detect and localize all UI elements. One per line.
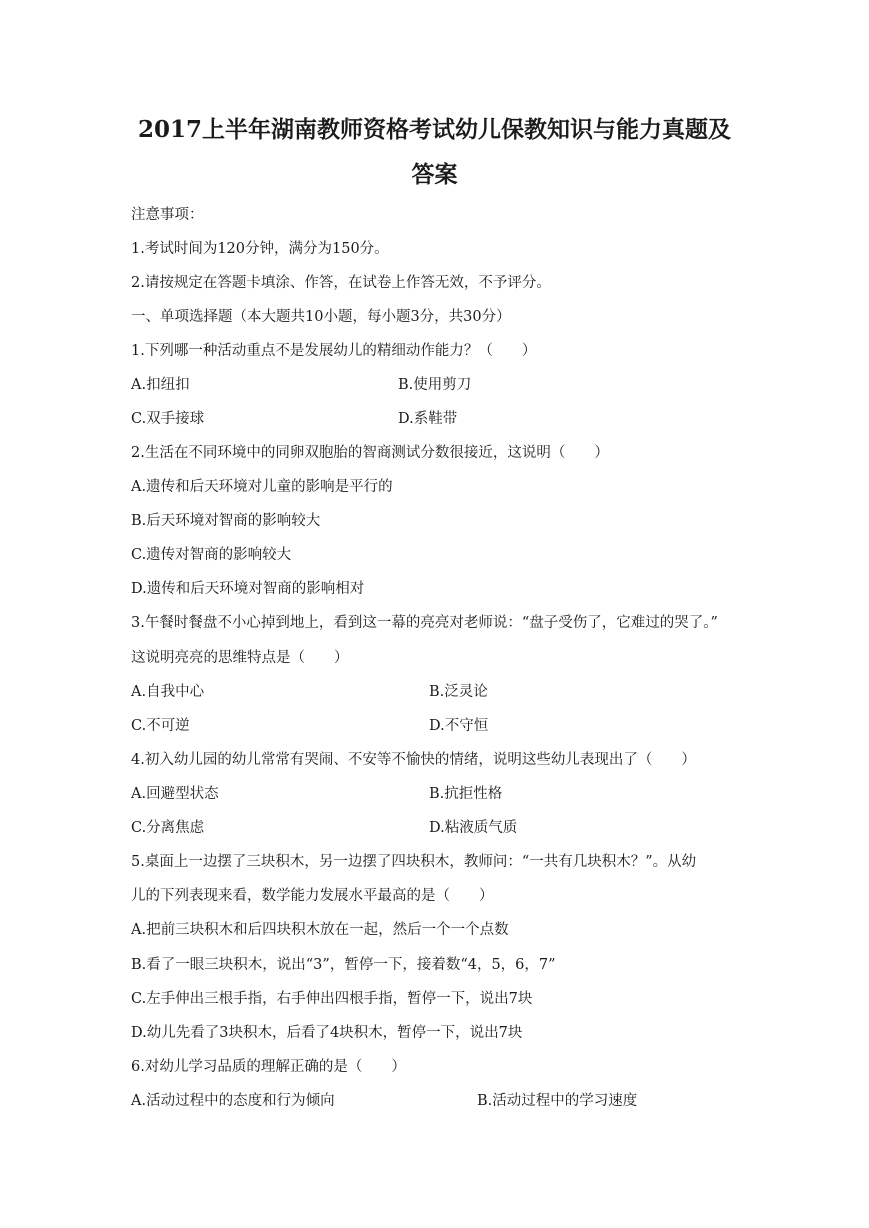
question-5-option-d: D.幼儿先看了3块积木，后看了4块积木，暂停一下，说出7块 [131, 1025, 523, 1041]
question-1-option-a: A.扣纽扣 [131, 377, 190, 393]
question-6-stem: 6.对幼儿学习品质的理解正确的是（ ） [131, 1059, 406, 1075]
question-4-option-c: C.分离焦虑 [131, 820, 205, 836]
question-2-option-a: A.遗传和后天环境对儿童的影响是平行的 [131, 479, 393, 495]
question-5-option-b: B.看了一眼三块积木，说出“3”，暂停一下，接着数“4，5，6，7” [131, 957, 556, 973]
notice-item-2: 2.请按规定在答题卡填涂、作答，在试卷上作答无效，不予评分。 [131, 275, 551, 291]
question-2-option-d: D.遗传和后天环境对智商的影响相对 [131, 581, 365, 597]
question-3-option-c: C.不可逆 [131, 718, 190, 734]
question-3-option-b: B.泛灵论 [429, 684, 488, 700]
question-1-option-b: B.使用剪刀 [398, 377, 472, 393]
question-4-option-a: A.回避型状态 [131, 786, 219, 802]
document-title-line-2: 答案 [411, 161, 458, 188]
notice-heading: 注意事项： [131, 207, 204, 223]
question-5-stem-line-1: 5.桌面上一边摆了三块积木，另一边摆了四块积木，教师问：“一共有几块积木？”。从幼 [131, 854, 697, 870]
question-4-option-d: D.粘液质气质 [429, 820, 518, 836]
question-6-option-a: A.活动过程中的态度和行为倾向 [131, 1093, 335, 1109]
document-title-line-1: 2017上半年湖南教师资格考试幼儿保教知识与能力真题及 [137, 116, 731, 143]
question-5-stem-line-2: 儿的下列表现来看，数学能力发展水平最高的是（ ） [131, 888, 494, 904]
question-3-stem-line-2: 这说明亮亮的思维特点是（ ） [131, 650, 349, 666]
notice-item-1: 1.考试时间为120分钟，满分为150分。 [131, 241, 389, 257]
question-3-stem-line-1: 3.午餐时餐盘不小心掉到地上，看到这一幕的亮亮对老师说：“盘子受伤了，它难过的哭了。” [131, 615, 718, 631]
question-1-option-c: C.双手接球 [131, 411, 205, 427]
question-1-option-d: D.系鞋带 [398, 411, 458, 427]
question-5-option-c: C.左手伸出三根手指，右手伸出四根手指，暂停一下，说出7块 [131, 991, 533, 1007]
section-heading: 一、单项选择题（本大题共10小题，每小题3分，共30分） [131, 309, 511, 325]
question-1-stem: 1.下列哪一种活动重点不是发展幼儿的精细动作能力？（ ） [131, 343, 537, 359]
question-4-stem: 4.初入幼儿园的幼儿常常有哭闹、不安等不愉快的情绪，说明这些幼儿表现出了（ ） [131, 752, 696, 768]
question-6-option-b: B.活动过程中的学习速度 [477, 1093, 638, 1109]
question-5-option-a: A.把前三块积木和后四块积木放在一起，然后一个一个点数 [131, 922, 509, 938]
question-4-option-b: B.抗拒性格 [429, 786, 503, 802]
question-2-option-c: C.遗传对智商的影响较大 [131, 547, 292, 563]
question-3-option-d: D.不守恒 [429, 718, 489, 734]
question-2-option-b: B.后天环境对智商的影响较大 [131, 513, 321, 529]
question-2-stem: 2.生活在不同环境中的同卵双胞胎的智商测试分数很接近，这说明（ ） [131, 445, 609, 461]
question-3-option-a: A.自我中心 [131, 684, 205, 700]
